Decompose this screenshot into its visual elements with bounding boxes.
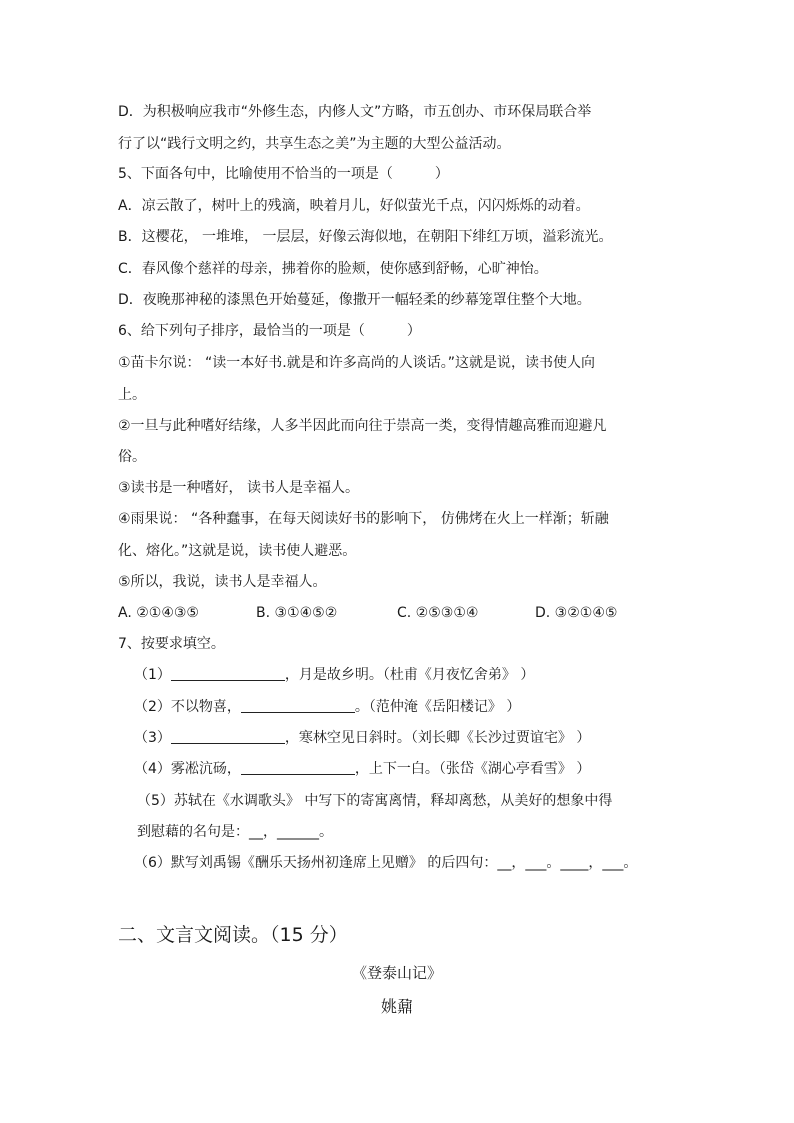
sentence-2-line-1: ②一旦与此种嗜好结缘，人多半因此而向往于崇高一类，变得情趣高雅而迎避凡 [118,418,607,434]
question-5-option-b: B．这樱花， 一堆堆， 一层层，好像云海似地，在朝阳下绯红万顷，溢彩流光。 [118,229,613,245]
question-6-option-b: B. ③①④⑤② [256,605,338,621]
fill-item-1-number: （1） [134,667,171,683]
fill-item-3-number: （3） [134,730,171,746]
question-6-options [118,603,617,623]
question-5-option-c: C．春风像个慈祥的母亲，拂着你的脸颊，使你感到舒畅，心旷神怡。 [118,261,548,277]
sentence-4-line-1: ④雨果说： “各种蠢事，在每天阅读好书的影响下， 仿佛烤在火上一样渐；斩融 [118,511,609,527]
sentence-3: ③读书是一种嗜好， 读书人是幸福人。 [118,480,359,496]
passage-title: 《登泰山记》 [351,964,442,982]
fill-item-4-text-tail: ，上下一白。（张岱《湖心亭看雪》 ） [354,761,591,777]
fill-item-2 [134,697,520,717]
sentence-2-line-2: 俗。 [118,449,146,465]
section-2-heading: 二、文言文阅读。（15 分） [118,924,348,946]
option-d-line-1: D．为积极响应我市“外修生态，内修人文”方略，市五创办、市环保局联合举 [118,104,592,120]
question-6-option-d: D. ③②①④⑤ [535,605,618,621]
question-5-option-d: D．夜晚那神秘的漆黑色开始蔓延，像撒开一幅轻柔的纱幕笼罩住整个大地。 [118,292,591,308]
question-5-option-a: A．凉云散了，树叶上的残滴，映着月儿，好似萤光千点，闪闪烁烁的动着。 [118,198,590,214]
passage-author: 姚鼐 [380,997,413,1016]
fill-item-4 [134,759,590,779]
question-5-stem: 5、下面各句中，比喻使用不恰当的一项是（ ） [118,166,449,182]
fill-blank-1[interactable] [171,666,285,681]
fill-blank-2[interactable] [241,698,355,713]
option-d-line-2: 行了以“践行文明之约，共享生态之美”为主题的大型公益活动。 [118,136,511,152]
fill-item-2-text-tail: 。（范仲淹《岳阳楼记》 ） [354,699,521,715]
fill-item-3-text: ，寒林空见日斜时。（刘长卿《长沙过贾谊宅》 ） [284,730,591,746]
fill-item-1 [134,665,534,685]
fill-item-5-line-2: 到慰藉的名句是：__，______。 [137,824,333,840]
sentence-1-line-2: 上。 [118,387,146,403]
sentence-5: ⑤所以，我说，读书人是幸福人。 [118,574,327,590]
question-6-option-a: A. ②①④③⑤ [118,605,199,621]
sentence-4-line-2: 化、熔化。”这就是说，读书使人避恶。 [118,543,357,559]
question-6-option-c: C. ②⑤③①④ [397,605,479,621]
question-6-stem: 6、给下列句子排序，最恰当的一项是（ ） [118,323,421,339]
question-7-stem: 7、按要求填空。 [118,636,225,652]
fill-blank-3[interactable] [171,729,285,744]
fill-item-6: （6）默写刘禹锡《酬乐天扬州初逢席上见赠》 的后四句：__，___。____，___。 [134,855,638,871]
fill-item-4-text-head: （4）雾凇沆砀， [134,761,241,777]
fill-item-3 [134,728,590,748]
fill-item-5-line-1: （5）苏轼在《水调歌头》 中写下的寄寓离情，释却离愁，从美好的想象中得 [137,793,613,809]
fill-item-1-text: ，月是故乡明。（杜甫《月夜忆舍弟》 ） [284,667,535,683]
fill-blank-4[interactable] [241,760,355,775]
fill-item-2-text-head: （2）不以物喜， [134,699,241,715]
sentence-1-line-1: ①苗卡尔说： “读一本好书.就是和许多高尚的人谈话。”这就是说，读书使人向 [118,355,595,371]
